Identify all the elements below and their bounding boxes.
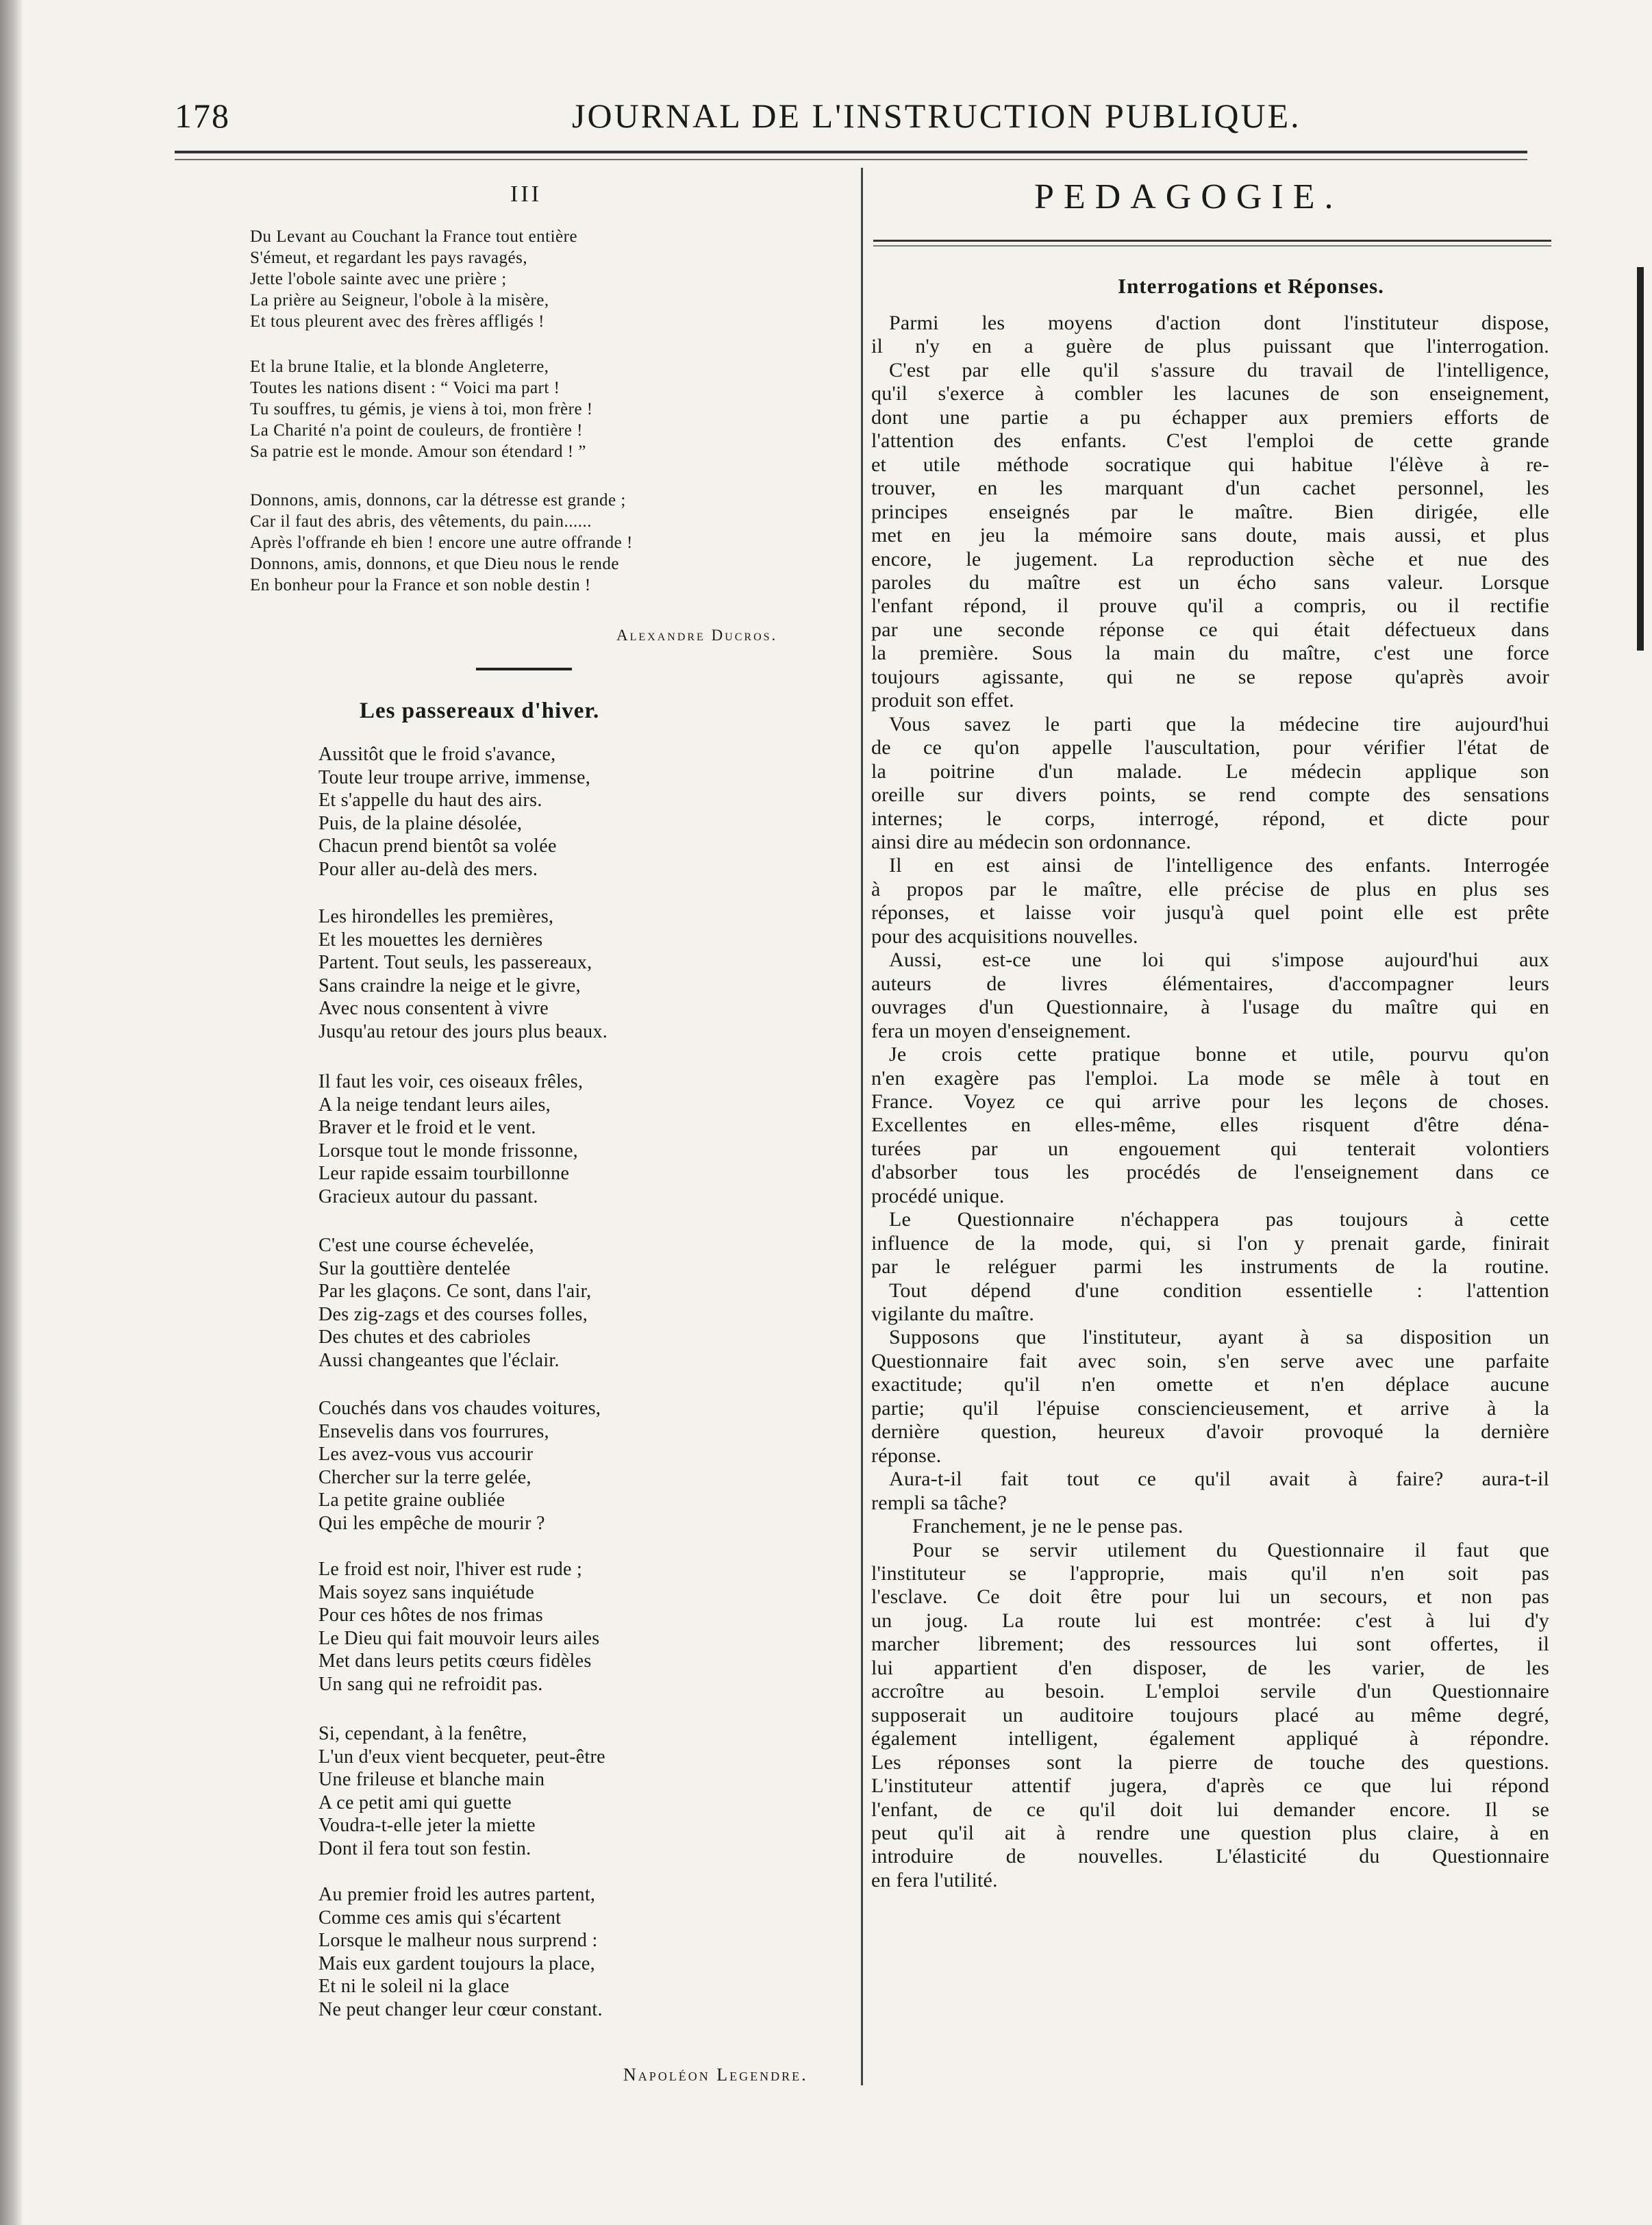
article-line: il n'y en a guère de plus puissant que l'interrogation. (871, 335, 1549, 358)
article-line: met en jeu la mémoire sans doute, mais aussi, et plus (871, 524, 1549, 547)
article-line: Je crois cette pratique bonne et utile, pourvu qu'on (889, 1043, 1549, 1066)
verse-line: Et la brune Italie, et la blonde Angleterre, (250, 357, 549, 376)
article-line: la poitrine d'un malade. Le médecin applique son (871, 759, 1549, 783)
section-title: PEDAGOGIE. (1034, 177, 1343, 216)
verse-line: Toutes les nations disent : “ Voici ma part ! (250, 379, 560, 397)
article-line: Excellentes en elles-même, elles risquent d'être déna- (871, 1114, 1549, 1137)
scan-margin-mark (1637, 267, 1644, 651)
verse-line: Tu souffres, tu gémis, je viens à toi, mon frère ! (250, 400, 593, 418)
article-line: influence de la mode, qui, si l'on y prenait garde, finirait (871, 1231, 1549, 1255)
article-line: C'est par elle qu'il s'assure du travail de l'intelligence, (889, 358, 1549, 381)
running-title: JOURNAL DE L'INSTRUCTION PUBLIQUE. (572, 97, 1301, 135)
article-line: la première. Sous la main du maître, c'est une force (871, 642, 1549, 665)
verse-line: C'est une course échevelée, (318, 1235, 534, 1256)
verse-line: Leur rapide essaim tourbillonne (318, 1163, 570, 1184)
verse-line: Donnons, amis, donnons, et que Dieu nous le rende (250, 555, 620, 573)
verse-line: Met dans leurs petits cœurs fidèles (318, 1650, 592, 1672)
article-line: par le reléguer parmi les instruments de la routine. (871, 1255, 1549, 1279)
verse-line: Du Levant au Couchant la France tout entière (250, 227, 578, 246)
stanza (318, 1397, 839, 1535)
verse-line: La petite graine oubliée (318, 1489, 505, 1511)
verse-line: Comme ces amis qui s'écartent (318, 1907, 562, 1928)
stanza (318, 1883, 839, 2021)
poem-2-title: Les passereaux d'hiver. (360, 699, 600, 723)
verse-line: A ce petit ami qui guette (318, 1792, 512, 1813)
article-line: trouver, en les marquant d'un cachet personnel, les (871, 477, 1549, 500)
article-line: Franchement, je ne le pense pas. (912, 1515, 1184, 1538)
article-line: Les réponses sont la pierre de touche des questions. (871, 1750, 1549, 1774)
verse-line: Au premier froid les autres partent, (318, 1884, 596, 1905)
verse-line: La prière au Seigneur, l'obole à la misère, (250, 291, 549, 310)
verse-line: Car il faut des abris, des vêtements, du pain...... (250, 512, 592, 531)
verse-line: La Charité n'a point de couleurs, de frontière ! (250, 421, 583, 440)
verse-line: Pour aller au-delà des mers. (318, 858, 538, 880)
verse-line: Des chutes et des cabrioles (318, 1327, 531, 1348)
verse-line: Donnons, amis, donnons, car la détresse est grande ; (250, 491, 626, 510)
article-line: et utile méthode socratique qui habitue l'élève à re- (871, 453, 1549, 476)
article-line: rempli sa tâche? (871, 1491, 1008, 1514)
stanza (318, 743, 839, 881)
article-line: réponse. (871, 1444, 942, 1467)
article-line: qu'il s'exerce à combler les lacunes de son enseignement, (871, 382, 1549, 405)
article-line: exactitude; qu'il n'en omette et n'en déplace aucune (871, 1373, 1549, 1396)
verse-line: Chacun prend bientôt sa volée (318, 835, 557, 857)
article-line: l'attention des enfants. C'est l'emploi de cette grande (871, 429, 1549, 453)
article-line: turées par un engouement qui tenterait volontiers (871, 1137, 1549, 1160)
verse-line: Sa patrie est le monde. Amour son étendard ! ” (250, 442, 586, 461)
article-line: toujours agissante, qui ne se repose qu'après avoir (871, 665, 1549, 688)
header-rule (175, 151, 1527, 153)
verse-line: Lorsque le malheur nous surprend : (318, 1930, 598, 1951)
verse-line: Sur la gouttière dentelée (318, 1257, 511, 1279)
article-line: également intelligent, également appliqué à répondre. (871, 1727, 1549, 1750)
article-line: L'instituteur attentif jugera, d'après ce que lui répond (871, 1774, 1549, 1798)
article-line: pour des acquisitions nouvelles. (871, 925, 1138, 948)
verse-line: Le Dieu qui fait mouvoir leurs ailes (318, 1627, 600, 1649)
article-line: produit son effet. (871, 689, 1014, 712)
verse-line: Ne peut changer leur cœur constant. (318, 1998, 603, 2020)
article-line: partie; qu'il l'épuise consciencieusement, et arrive à la (871, 1396, 1549, 1420)
verse-line: Couchés dans vos chaudes voitures, (318, 1398, 601, 1419)
verse-line: Sans craindre la neige et le givre, (318, 975, 581, 996)
article-line: accroître au besoin. L'emploi servile d'un Questionnaire (871, 1680, 1549, 1703)
article-line: Il en est ainsi de l'intelligence des enfants. Interrogée (889, 854, 1549, 877)
article-line: d'absorber tous les procédés de l'enseignement dans ce (871, 1161, 1549, 1184)
article-line: dont une partie a pu échapper aux premiers efforts de (871, 405, 1549, 429)
stanza (250, 226, 839, 332)
verse-line: Et tous pleurent avec des frères affligés ! (250, 312, 545, 331)
header-rule-thin (175, 159, 1527, 160)
article-line: l'enfant répond, il prouve qu'il a compris, ou il rectifie (871, 594, 1549, 618)
poem-section-number: III (510, 181, 542, 207)
verse-line: Dont il fera tout son festin. (318, 1837, 531, 1859)
verse-line: Et ni le soleil ni la glace (318, 1976, 510, 1997)
article-line: auteurs de livres élémentaires, d'accompagner leurs (871, 972, 1549, 995)
article-body (871, 312, 1549, 1892)
section-rule (873, 240, 1551, 242)
verse-line: Les avez-vous vus accourir (318, 1444, 534, 1465)
article-line: Parmi les moyens d'action dont l'instituteur dispose, (889, 312, 1549, 334)
article-line: ainsi dire au médecin son ordonnance. (871, 830, 1192, 853)
article-line: Pour se servir utilement du Questionnaire il faut que (912, 1538, 1549, 1561)
stanza (318, 1234, 839, 1372)
article-line: paroles du maître est un écho sans valeur. Lorsque (871, 570, 1549, 594)
stanza (318, 1070, 839, 1208)
verse-line: Gracieux autour du passant. (318, 1185, 538, 1207)
article-line: Aura-t-il fait tout ce qu'il avait à faire? aura-t-il (889, 1468, 1549, 1491)
article-line: lui appartient d'en disposer, de les varier, de les (871, 1656, 1549, 1679)
article-line: peut qu'il ait à rendre une question plus claire, à en (871, 1822, 1549, 1844)
article-line: par une seconde réponse ce qui était défectueux dans (871, 618, 1549, 641)
verse-line: Lorsque tout le monde frissonne, (318, 1140, 578, 1161)
verse-line: Mais eux gardent toujours la place, (318, 1952, 595, 1974)
article-line: à propos par le maître, elle précise de plus en plus ses (871, 877, 1549, 901)
verse-line: Après l'offrande eh bien ! encore une autre offrande ! (250, 533, 633, 552)
verse-line: Jusqu'au retour des jours plus beaux. (318, 1020, 608, 1042)
article-line: Vous savez le parti que la médecine tire aujourd'hui (889, 712, 1549, 736)
article-line: France. Voyez ce qui arrive pour les leçons de choses. (871, 1090, 1549, 1113)
verse-line: Par les glaçons. Ce sont, dans l'air, (318, 1281, 592, 1302)
verse-line: Le froid est noir, l'hiver est rude ; (318, 1559, 583, 1580)
section-rule-thin (873, 245, 1551, 247)
article-line: Supposons que l'instituteur, ayant à sa disposition un (889, 1326, 1549, 1349)
stanza (318, 905, 839, 1043)
poem-separator-rule (476, 668, 572, 670)
stanza (250, 490, 839, 596)
stanza (318, 1722, 839, 1860)
verse-line: Ensevelis dans vos fourrures, (318, 1420, 549, 1442)
page-header (175, 96, 1544, 137)
article-line: Tout dépend d'une condition essentielle : l'attention (889, 1279, 1549, 1302)
column-divider (861, 168, 863, 2085)
article-line: Le Questionnaire n'échappera pas toujours à cette (889, 1208, 1549, 1231)
article-line: dernière question, heureux d'avoir provoqué la dernière (871, 1420, 1549, 1444)
verse-line: Une frileuse et blanche main (318, 1769, 545, 1790)
article-line: l'instituteur se l'approprie, mais qu'il n'en soit pas (871, 1562, 1549, 1585)
verse-line: En bonheur pour la France et son noble destin ! (250, 576, 591, 594)
article-line: marcher librement; des ressources lui sont offertes, il (871, 1633, 1549, 1656)
article-line: encore, le jugement. La reproduction sèche et nue des (871, 547, 1549, 570)
article-line: réponses, et laisse voir jusqu'à quel point elle est prête (871, 901, 1549, 925)
poem-1-author: Alexandre Ducros. (616, 627, 778, 644)
verse-line: Avec nous consentent à vivre (318, 998, 549, 1019)
verse-line: Et s'appelle du haut des airs. (318, 790, 542, 811)
article-line: en fera l'utilité. (871, 1868, 998, 1891)
verse-line: Et les mouettes les dernières (318, 929, 543, 951)
verse-line: L'un d'eux vient becqueter, peut-être (318, 1746, 605, 1768)
verse-line: Si, cependant, à la fenêtre, (318, 1723, 527, 1744)
article-line: principes enseignés par le maître. Bien dirigée, elle (871, 500, 1549, 523)
article-line: l'enfant, de ce qu'il doit lui demander encore. Il se (871, 1798, 1549, 1821)
verse-line: Chercher sur la terre gelée, (318, 1466, 531, 1488)
article-line: internes; le corps, interrogé, répond, et dicte pour (871, 807, 1549, 830)
verse-line: Qui les empêche de mourir ? (318, 1512, 545, 1534)
article-title: Interrogations et Réponses. (1118, 274, 1384, 298)
verse-line: Braver et le froid et le vent. (318, 1117, 536, 1138)
article-line: l'esclave. Ce doit être pour lui un secours, et non pas (871, 1585, 1549, 1609)
poem-2-author: Napoléon Legendre. (623, 2065, 808, 2085)
article-line: ouvrages d'un Questionnaire, à l'usage du maître qui en (871, 996, 1549, 1019)
article-line: supposerait un auditoire toujours placé au même degré, (871, 1703, 1549, 1726)
verse-line: Aussitôt que le froid s'avance, (318, 744, 556, 765)
article-line: vigilante du maître. (871, 1303, 1035, 1326)
page-number: 178 (175, 97, 230, 135)
verse-line: S'émeut, et regardant les pays ravagés, (250, 249, 528, 267)
article-line: n'en exagère pas l'emploi. La mode se mêle à tout en (871, 1066, 1549, 1090)
stanza (318, 1558, 839, 1696)
verse-line: Il faut les voir, ces oiseaux frêles, (318, 1071, 584, 1092)
article-line: procédé unique. (871, 1184, 1005, 1207)
article-line: oreille sur divers points, se rend compte des sensations (871, 783, 1549, 807)
verse-line: Jette l'obole sainte avec une prière ; (250, 270, 507, 288)
verse-line: Pour ces hôtes de nos frimas (318, 1605, 544, 1626)
verse-line: Puis, de la plaine désolée, (318, 812, 523, 834)
article-line: introduire de nouvelles. L'élasticité du Questionnaire (871, 1845, 1549, 1868)
verse-line: Les hirondelles les premières, (318, 906, 554, 927)
article-line: fera un moyen d'enseignement. (871, 1019, 1131, 1042)
article-line: Questionnaire fait avec soin, s'en serve avec une parfaite (871, 1349, 1549, 1372)
verse-line: Un sang qui ne refroidit pas. (318, 1673, 543, 1695)
stanza (250, 356, 839, 462)
page-binding-edge (0, 0, 23, 2225)
verse-line: A la neige tendant leurs ailes, (318, 1094, 551, 1116)
article-line: de ce qu'on appelle l'auscultation, pour vérifier l'état de (871, 736, 1549, 759)
verse-line: Aussi changeantes que l'éclair. (318, 1349, 560, 1371)
article-line: un joug. La route lui est montrée: c'est à lui d'y (871, 1609, 1549, 1632)
article-line: Aussi, est-ce une loi qui s'impose aujourd'hui aux (889, 948, 1549, 972)
verse-line: Des zig-zags et des courses folles, (318, 1303, 588, 1325)
verse-line: Partent. Tout seuls, les passereaux, (318, 952, 592, 973)
verse-line: Voudra-t-elle jeter la miette (318, 1815, 536, 1836)
verse-line: Toute leur troupe arrive, immense, (318, 766, 590, 788)
verse-line: Mais soyez sans inquiétude (318, 1581, 534, 1603)
